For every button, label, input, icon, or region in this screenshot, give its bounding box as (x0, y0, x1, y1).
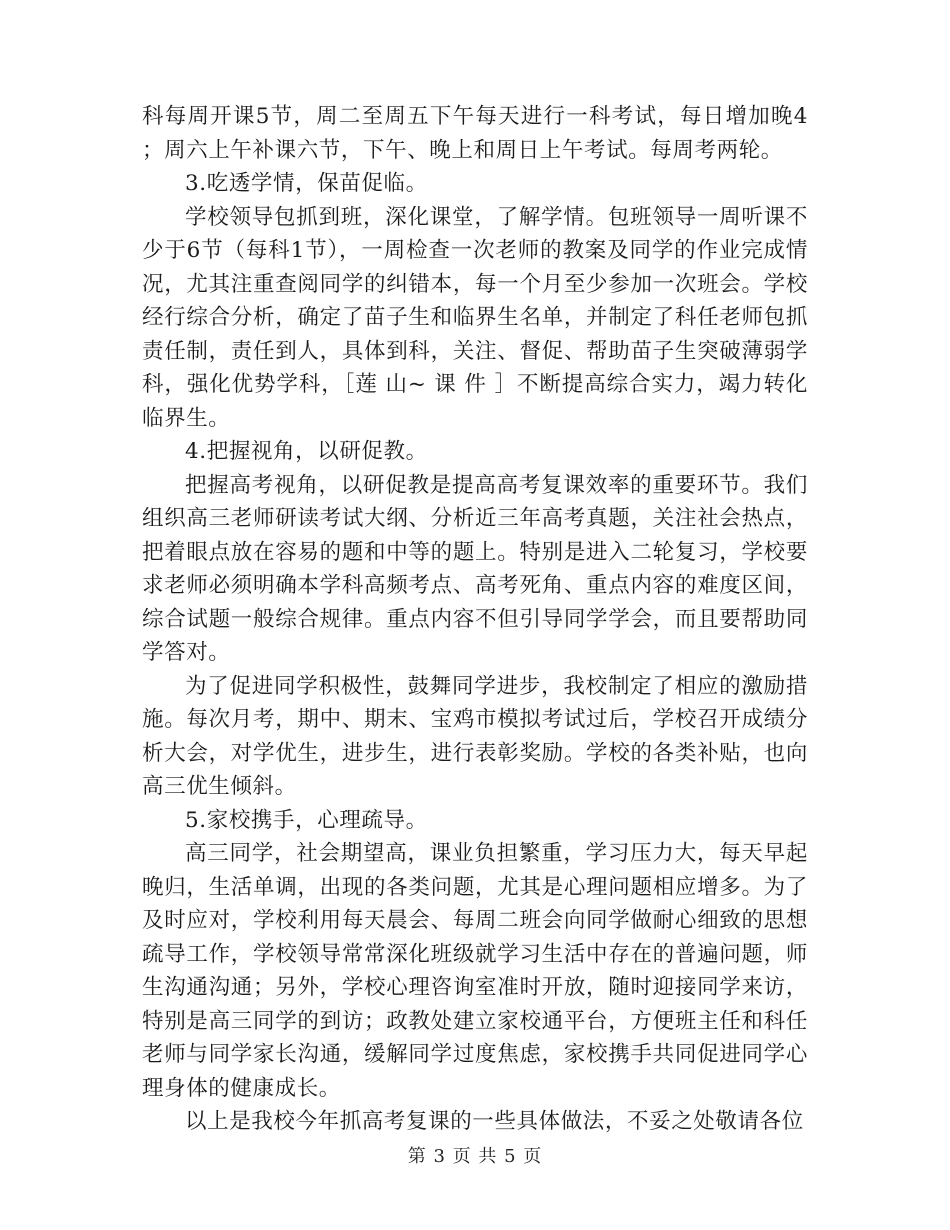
document-body (142, 100, 808, 1139)
page-number-footer: 第 3 页 共 5 页 (407, 1146, 543, 1167)
paragraph-research-teaching: 把握高考视角，以研促教是提高高考复课效率的重要环节。我们组织高三老师研读考试大纲、分析近三年高考真题，关注社会热点，把着眼点放在容易的题和中等的题上。特别是进入二轮复习，学校要求老师必须明确本学科高频考点、高考死角、重点内容的难度区间，综合试题一般综合规律。重点内容不但引导同学学会，而且要帮助同学答对。 (142, 472, 808, 665)
heading-5-home-school: 5.家校携手，心理疏导。 (185, 807, 428, 833)
paragraph-psychological-guidance: 高三同学，社会期望高，课业负担繁重，学习压力大，每天早起晚归，生活单调，出现的各类问题，尤其是心理问题相应增多。为了及时应对，学校利用每天晨会、每周二班会向同学做耐心细致的思想疏导工作，学校领导常常深化班级就学习生活中存在的普遍问题，师生沟通沟通；另外，学校心理咨询室准时开放，随时迎接同学来访，特别是高三同学的到访；政教处建立家校通平台，方便班主任和科任老师与同学家长沟通，缓解同学过度焦虑，家校携手共同促进同学心理身体的健康成长。 (142, 841, 808, 1101)
paragraph-leadership-classes: 学校领导包抓到班，深化课堂，了解学情。包班领导一周听课不少于6节（每科1节），一周检查一次老师的教案及同学的作业完成情况，尤其注重查阅同学的纠错本，每一个月至少参加一次班会。学校经行综合分析，确定了苗子生和临界生名单，并制定了科任老师包抓责任制，责任到人，具体到科，关注、督促、帮助苗子生突破薄弱学科，强化优势学科，［莲 山~ 课 件 ］不断提高综合实力，竭力转化临界生。 (142, 204, 808, 431)
paragraph-incentives: 为了促进同学积极性，鼓舞同学进步，我校制定了相应的激励措施。每次月考，期中、期末、宝鸡市模拟考试过后，学校召开成绩分析大会，对学优生，进步生，进行表彰奖励。学校的各类补贴，也向高三优生倾斜。 (142, 673, 808, 799)
paragraph-closing: 以上是我校今年抓高考复课的一些具体做法，不妥之处敬请各位 (185, 1109, 804, 1134)
paragraph-schedule-continued: 科每周开课5节，周二至周五下午每天进行一科考试，每日增加晚4；周六上午补课六节，下午、晚上和周日上午考试。每周考两轮。 (142, 104, 808, 163)
heading-4-exam-perspective: 4.把握视角，以研促教。 (185, 439, 428, 464)
heading-3-student-situation: 3.吃透学情，保苗促临。 (185, 171, 428, 196)
